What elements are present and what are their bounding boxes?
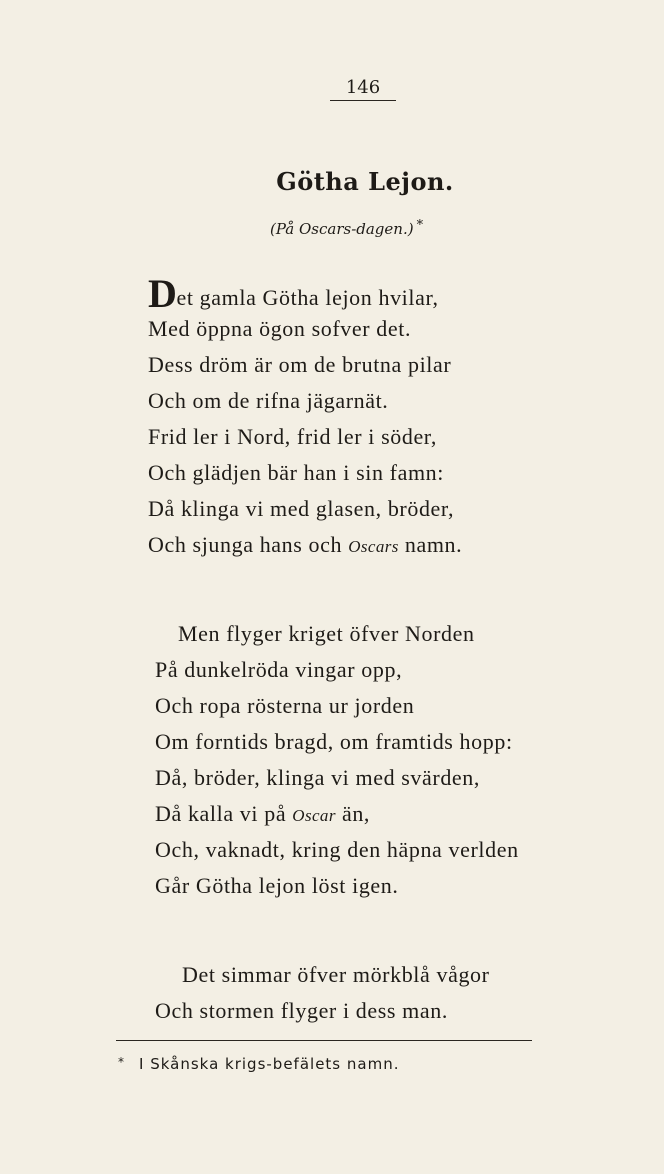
stanza-2-line-2: På dunkelröda vingar opp, <box>155 657 403 682</box>
line-text: et gamla Götha lejon hvilar, <box>176 285 439 310</box>
stanza-2-line-5: Då, bröder, klinga vi med svärden, <box>155 765 480 790</box>
stanza-1-line-4: Och om de rifna jägarnät. <box>148 388 389 413</box>
page-number-rule <box>330 100 396 101</box>
subtitle-footnote-mark: * <box>416 218 424 233</box>
stanza-1-line-6: Och glädjen bär han i sin famn: <box>148 460 444 485</box>
stanza-2-line-7: Och, vaknadt, kring den häpna verlden <box>155 837 519 862</box>
poem-subtitle <box>270 219 423 241</box>
stanza-2-line-1: Men flyger kriget öfver Norden <box>178 621 475 646</box>
line-text: namn. <box>398 532 463 557</box>
name-oscars: Oscars <box>348 537 399 556</box>
poem-title: Götha Lejon. <box>276 167 454 196</box>
stanza-2-line-6 <box>155 800 370 830</box>
stanza-3-line-1: Det simmar öfver mörkblå vågor <box>182 962 490 987</box>
stanza-3-line-2: Och stormen flyger i dess man. <box>155 998 448 1023</box>
footnote-text: I Skånska krigs-befälets namn. <box>139 1055 400 1073</box>
footnote-mark: * <box>118 1055 125 1069</box>
stanza-1-line-7: Då klinga vi med glasen, bröder, <box>148 496 455 521</box>
stanza-2-line-3: Och ropa rösterna ur jorden <box>155 693 415 718</box>
line-text: Och sjunga hans och <box>148 532 349 557</box>
stanza-2-line-8: Går Götha lejon löst igen. <box>155 873 399 898</box>
drop-cap: D <box>148 271 178 316</box>
footnote-rule <box>116 1040 532 1041</box>
stanza-1-line-1 <box>148 271 439 316</box>
footnote <box>118 1054 399 1075</box>
subtitle-text: (På Oscars-dagen.) <box>270 220 414 238</box>
stanza-1-line-3: Dess dröm är om de brutna pilar <box>148 352 452 377</box>
stanza-1-line-2: Med öppna ögon sofver det. <box>148 316 412 341</box>
stanza-1-line-8 <box>148 531 462 561</box>
line-text: än, <box>335 801 371 826</box>
stanza-1-line-5: Frid ler i Nord, frid ler i söder, <box>148 424 437 449</box>
name-oscar: Oscar <box>292 806 336 825</box>
stanza-2-line-4: Om forntids bragd, om framtids hopp: <box>155 729 513 754</box>
page-number: 146 <box>345 77 381 98</box>
line-text: Då kalla vi på <box>155 801 293 826</box>
